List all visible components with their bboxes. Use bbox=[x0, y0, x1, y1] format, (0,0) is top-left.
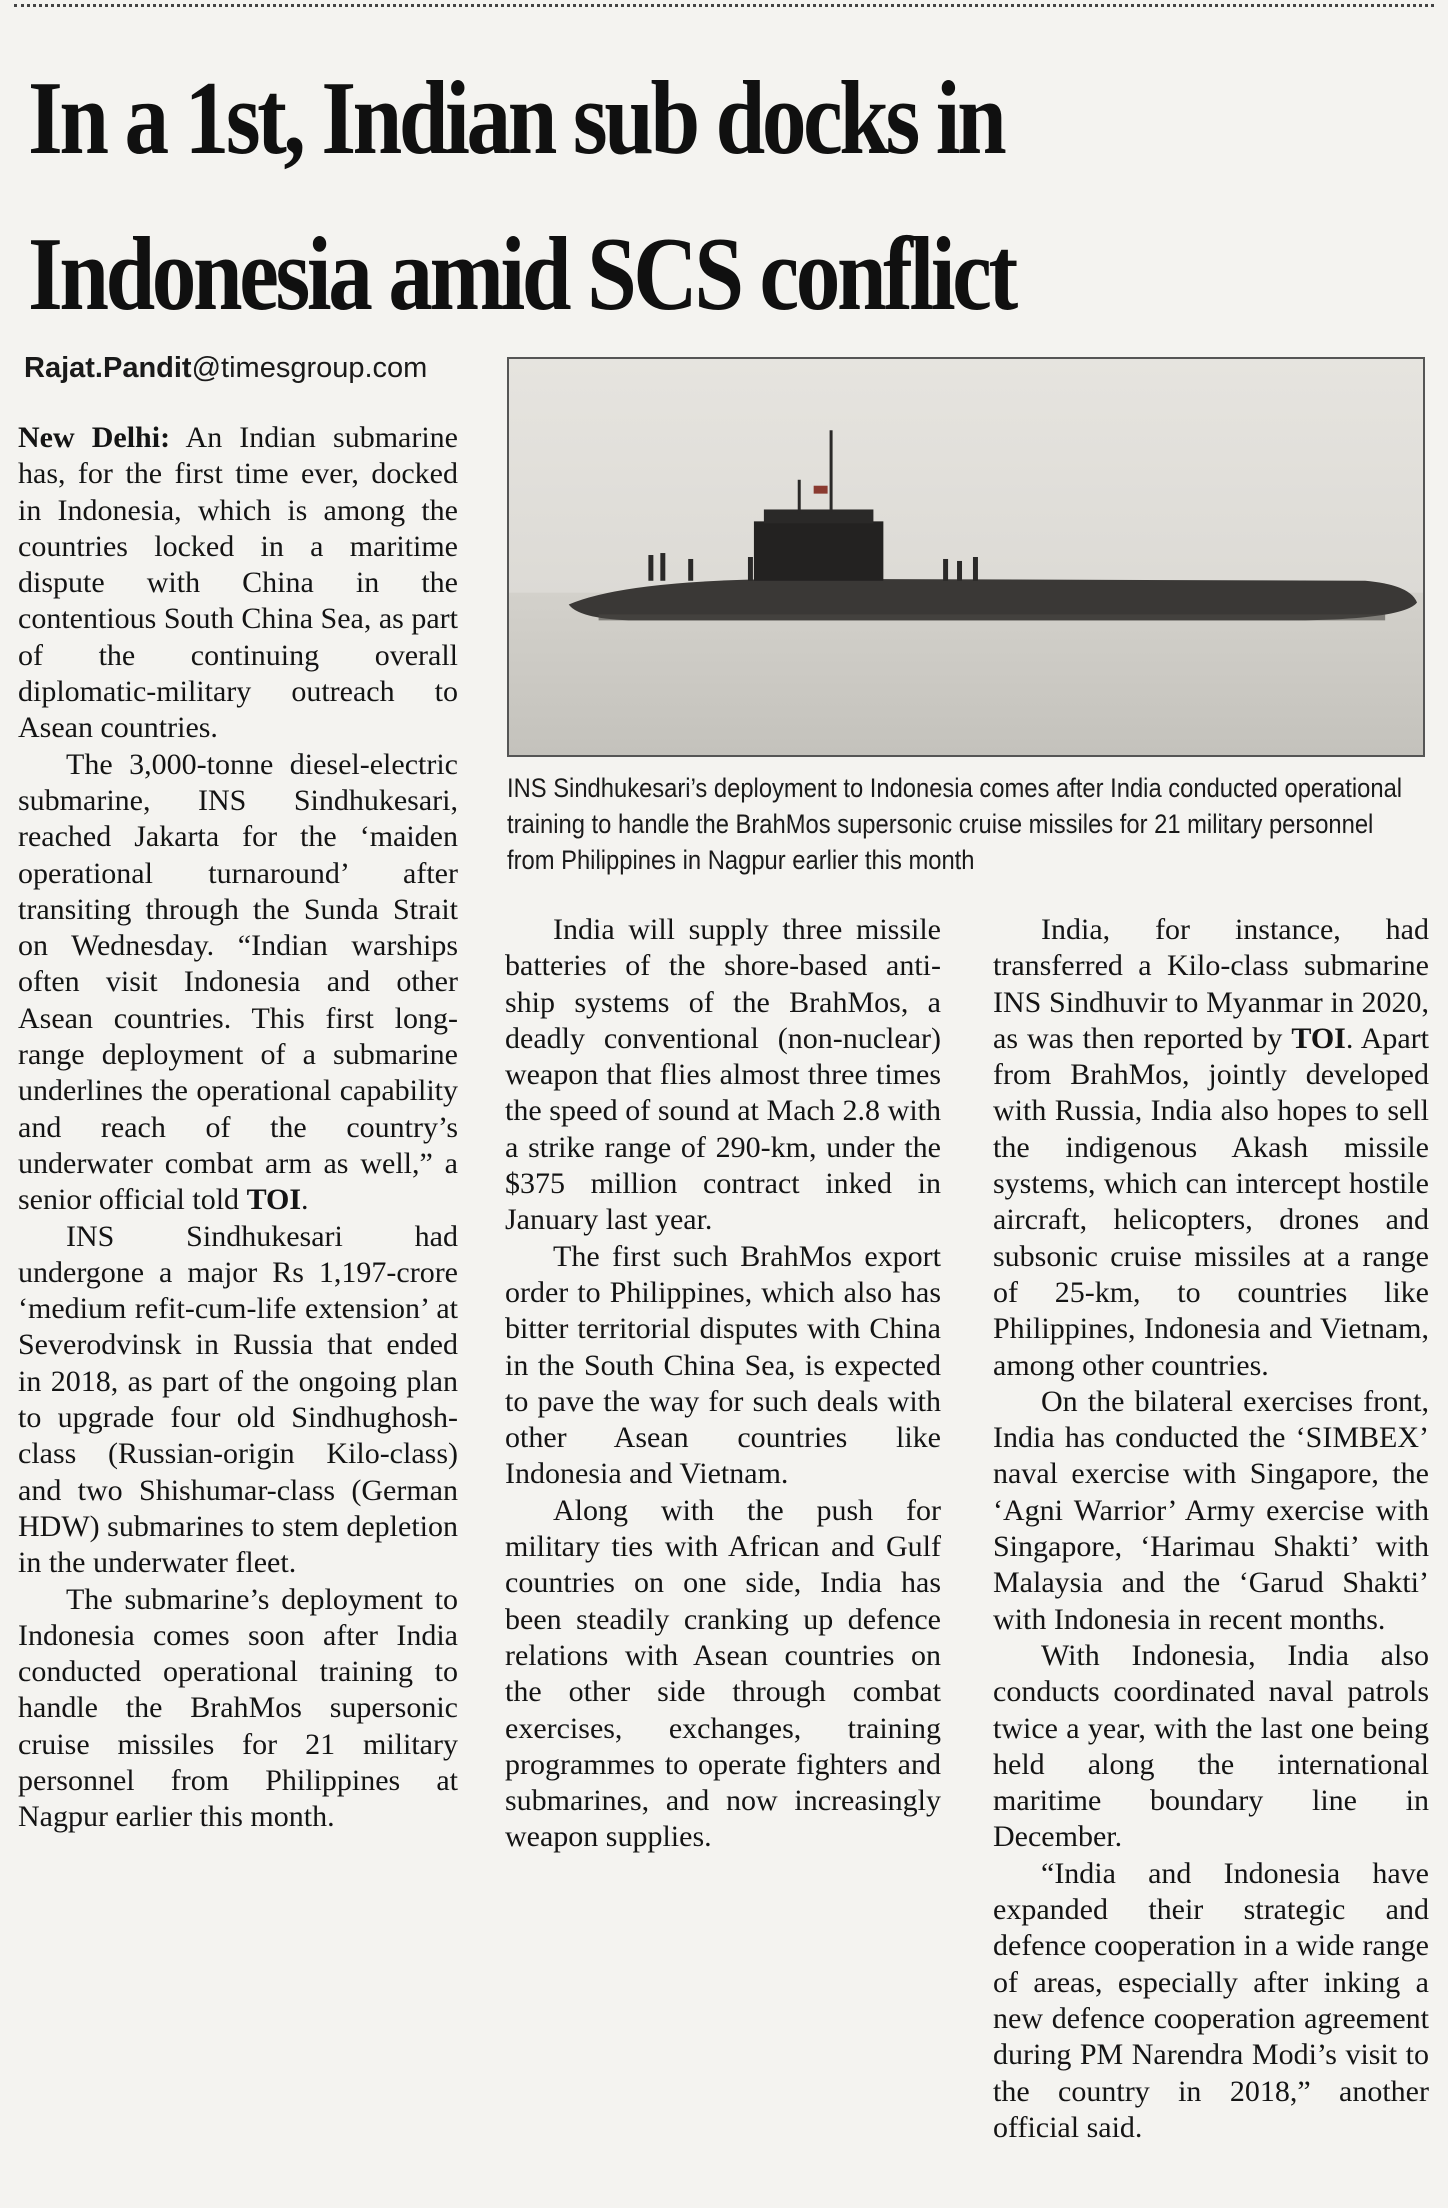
paragraph-6: The first such BrahMos export order to Philippines, which also has bitter territorial disputes with China in the South China Sea, is expected to pave the way for such deals with other Asean countries like Indonesia and Vietnam. bbox=[505, 1239, 941, 1491]
paragraph-2: The 3,000-tonne diesel-electric submarine, INS Sindhukesari, reached Jakarta for the ‘maiden operational turnaround’ after transiting through the Sunda Strait on Wednesday. “Indian warships often visit Indonesia and other Asean countries. This first long-range deployment of a submarine underlines the operational capability and reach of the country’s underwater combat arm as well,” a senior official told TOI. bbox=[18, 747, 458, 1217]
byline-domain: @timesgroup.com bbox=[191, 352, 428, 384]
photo-caption: INS Sindhukesari’s deployment to Indonesia comes after India conducted operational training to handle the BrahMos supersonic cruise missiles for 21 military personnel from Philippines in Nagpur earlier this month bbox=[507, 773, 1403, 875]
article-column-2 bbox=[505, 912, 941, 1856]
submarine-conning-tower bbox=[754, 521, 883, 580]
submarine-hull bbox=[569, 579, 1417, 621]
paragraph-7: Along with the push for military ties with African and Gulf countries on one side, India has been steadily cranking up defence relations with Asean countries on the other side through combat exercises, exchanges, training programmes to operate fighters and submarines, and now increasingly weapon supplies. bbox=[505, 1493, 941, 1854]
toi-mark: TOI bbox=[246, 1183, 302, 1217]
flag bbox=[814, 486, 828, 494]
submarine-illustration bbox=[509, 359, 1423, 755]
headline-line-2: Indonesia amid SCS conflict bbox=[28, 215, 1015, 332]
paragraph-3: INS Sindhukesari had undergone a major Rs 1,197-crore ‘medium refit-cum-life extension’ at Severodvinsk in Russia that ended in 2018, as part of the ongoing plan to upgrade four old Sindhughosh-class (Russian-origin Kilo-class) and two Shishumar-class (German HDW) submarines to stem depletion in the underwater fleet. bbox=[18, 1219, 458, 1580]
paragraph-8: India, for instance, had transferred a Kilo-class submarine INS Sindhuvir to Myanmar in 2020, as was then reported by TOI. Apart from BrahMos, jointly developed with Russia, India also hopes to sell the indigenous Akash missile systems, which can intercept hostile aircraft, helicopters, drones and subsonic cruise missiles at a range of 25-km, to countries like Philippines, Indonesia and Vietnam, among other countries. bbox=[993, 913, 1430, 1382]
submarine-mast bbox=[830, 430, 833, 511]
paragraph-4: The submarine’s deployment to Indonesia comes soon after India conducted operational training to handle the BrahMos supersonic cruise missiles for 21 military personnel from Philippines at Nagpur earlier this month. bbox=[18, 1582, 458, 1834]
paragraph-10: With Indonesia, India also conducts coordinated naval patrols twice a year, with the last one being held along the international maritime boundary line in December. bbox=[993, 1638, 1429, 1854]
dateline: New Delhi: bbox=[18, 421, 171, 454]
paragraph-1: New Delhi: An Indian submarine has, for the first time ever, docked in Indonesia, which is among the countries locked in a maritime dispute with China in the contentious South China Sea, as part of the continuing overall diplomatic-military outreach to Asean countries. bbox=[18, 421, 458, 745]
top-dotted-rule bbox=[14, 4, 1434, 7]
byline-name: Rajat.Pandit bbox=[24, 352, 192, 384]
headline bbox=[28, 40, 1218, 352]
article-column-3 bbox=[993, 912, 1429, 2146]
paragraph-11: “India and Indonesia have expanded their strategic and defence cooperation in a wide range of areas, especially after inking a new defence cooperation agreement during PM Narendra Modi’s visit to the country in 2018,” another official said. bbox=[993, 1856, 1429, 2144]
submarine-photo bbox=[507, 357, 1425, 757]
byline bbox=[24, 352, 427, 385]
paragraph-5: India will supply three missile batteries of the shore-based anti-ship systems of the BrahMos, a deadly conventional (non-nuclear) weapon that flies almost three times the speed of sound at Mach 2.8 with a strike range of 290-km, under the $375 million contract inked in January last year. bbox=[505, 913, 941, 1237]
headline-line-1: In a 1st, Indian sub docks in bbox=[28, 59, 1004, 176]
article-column-1 bbox=[18, 420, 458, 1836]
toi-mark: TOI bbox=[1291, 1021, 1346, 1055]
paragraph-9: On the bilateral exercises front, India has conducted the ‘SIMBEX’ naval exercise with Singapore, the ‘Agni Warrior’ Army exercise with Singapore, ‘Harimau Shakti’ with Malaysia and the ‘Garud Shakti’ with Indonesia in recent months. bbox=[993, 1384, 1429, 1636]
